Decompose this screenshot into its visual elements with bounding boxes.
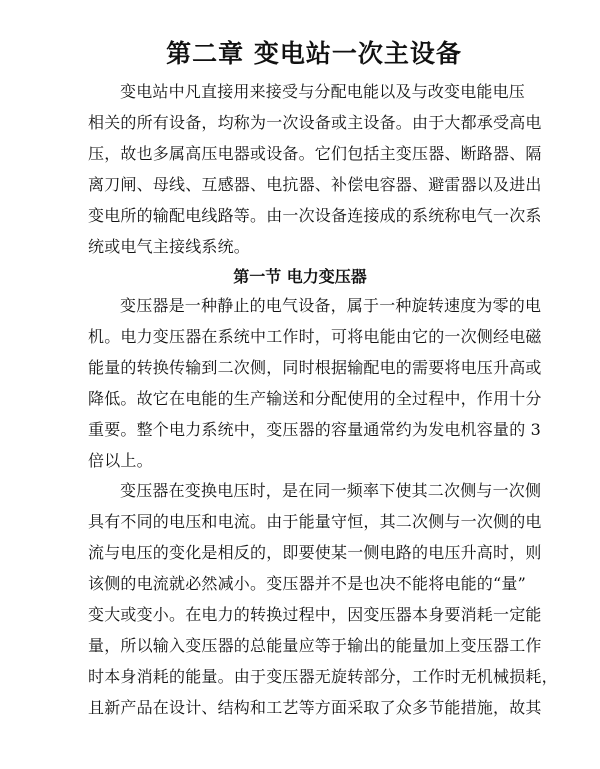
paragraph-line: 压，故也多属高压电器或设备。它们包括主变压器、断路器、隔 [88,144,542,163]
paragraph-line: 具有不同的电压和电流。由于能量守恒，其二次侧与一次侧的电 [88,512,542,531]
paragraph-line: 统或电气主接线系统。 [88,237,251,256]
paragraph-line: 离刀闸、母线、互感器、电抗器、补偿电容器、避雷器以及进出 [88,175,542,194]
chapter-title: 第二章 变电站一次主设备 [166,39,462,68]
paragraph-line: 量，所以输入变压器的总能量应等于输出的能量加上变压器工作 [88,636,542,655]
paragraph-line: 该侧的电流就必然减小。变压器并不是也决不能将电能的“量” [88,574,526,593]
paragraph-line: 相关的所有设备，均称为一次设备或主设备。由于大都承受高电 [88,113,542,132]
paragraph-voltage-conversion [88,475,558,723]
paragraph-line: 重要。整个电力系统中，变压器的容量通常约为发电机容量的 3 [88,420,542,439]
paragraph-transformer-definition [88,290,542,476]
paragraph-line: 变电站中凡直接用来接受与分配电能以及与改变电能电压 [120,82,526,101]
paragraph-line: 能量的转换传输到二次侧，同时根据输配电的需要将电压升高或 [88,358,542,377]
paragraph-line: 变压器在变换电压时，是在同一频率下使其二次侧与一次侧 [120,481,542,500]
paragraph-line: 机。电力变压器在系统中工作时，可将电能由它的一次侧经电磁 [88,327,542,346]
paragraph-line: 时本身消耗的能量。由于变压器无旋转部分，工作时无机械损耗， [88,667,558,686]
section-title: 第一节 电力变压器 [233,267,367,286]
paragraph-line: 倍以上。 [88,451,153,470]
paragraph-line: 且新产品在设计、结构和工艺等方面采取了众多节能措施，故其 [88,698,542,717]
paragraph-line: 变大或变小。在电力的转换过程中，因变压器本身要消耗一定能 [88,605,542,624]
paragraph-intro [88,76,542,262]
paragraph-line: 降低。故它在电能的生产输送和分配使用的全过程中，作用十分 [88,389,542,408]
paragraph-line: 变电所的输配电线路等。由一次设备连接成的系统称电气一次系 [88,206,542,225]
paragraph-line: 变压器是一种静止的电气设备，属于一种旋转速度为零的电 [120,296,542,315]
paragraph-line: 流与电压的变化是相反的，即要使某一侧电路的电压升高时，则 [88,543,542,562]
